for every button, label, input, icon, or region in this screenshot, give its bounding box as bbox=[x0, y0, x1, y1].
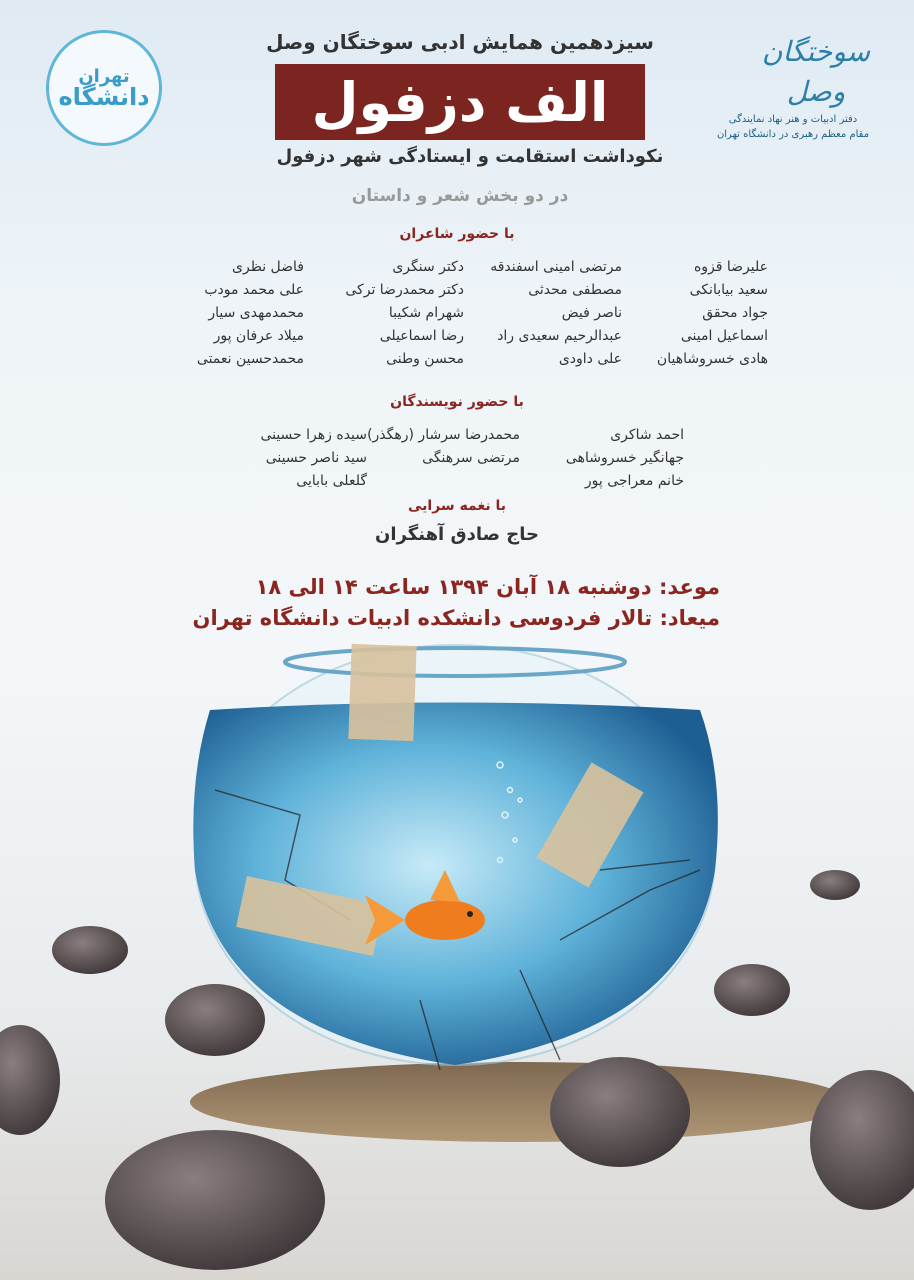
poet-name: عبدالرحیم سعیدی راد bbox=[497, 328, 622, 344]
festival-logo bbox=[756, 32, 876, 108]
writer-name: گلعلی بابایی bbox=[296, 473, 367, 489]
rock bbox=[550, 1057, 690, 1167]
writer-name: محمدرضا سرشار (رهگذر) bbox=[367, 427, 520, 443]
music-heading: با نغمه سرایی bbox=[408, 498, 506, 514]
rock bbox=[810, 870, 860, 900]
banner-title: الف دزفول bbox=[275, 64, 645, 140]
rock bbox=[714, 964, 790, 1016]
event-subtitle: نکوداشت استقامت و ایستادگی شهر دزفول bbox=[276, 146, 664, 167]
writer-name: جهانگیر خسروشاهی bbox=[565, 450, 684, 466]
poet-name: هادی خسروشاهیان bbox=[656, 351, 768, 367]
poets-column-4 bbox=[164, 256, 304, 371]
poets-heading: با حضور شاعران bbox=[399, 226, 515, 242]
event-supertitle: سیزدهمین همایش ادبی سوختگان وصل bbox=[266, 30, 654, 54]
event-time: موعد: دوشنبه ۱۸ آبان ۱۳۹۴ ساعت ۱۴ الی ۱۸ bbox=[255, 575, 720, 599]
poet-name: جواد محقق bbox=[702, 305, 768, 321]
festival-logo-text: سوختگان وصل bbox=[761, 35, 871, 108]
poet-name: محمدحسین نعمتی bbox=[196, 351, 304, 367]
poet-name: علیرضا قزوه bbox=[693, 259, 768, 275]
tape-top bbox=[348, 644, 416, 741]
organization-credit: دفتر ادبیات و هنر نهاد نمایندگی مقام معظم رهبری در دانشگاه تهران bbox=[716, 114, 870, 140]
poet-name: میلاد عرفان پور bbox=[213, 328, 304, 344]
writer-name: احمد شاکری bbox=[610, 427, 684, 443]
writers-column-2 bbox=[340, 424, 520, 470]
poets-column-3 bbox=[324, 256, 464, 371]
writer-name: مرتضی سرهنگی bbox=[422, 450, 520, 466]
poet-name: دکتر محمدرضا ترکی bbox=[345, 282, 464, 298]
rock bbox=[52, 926, 128, 974]
rock bbox=[0, 1025, 60, 1135]
writer-name: خانم معراجی پور bbox=[584, 473, 684, 489]
event-details bbox=[180, 572, 720, 634]
poet-name: مرتضی امینی اسفندقه bbox=[490, 259, 622, 275]
writers-heading: با حضور نویسندگان bbox=[390, 394, 524, 410]
poet-name: رضا اسماعیلی bbox=[379, 328, 464, 344]
rock bbox=[105, 1130, 325, 1270]
writer-name: سید ناصر حسینی bbox=[265, 450, 367, 466]
poet-name: سعید بیابانکی bbox=[689, 282, 768, 298]
poet-name: محمدمهدی سیار bbox=[208, 305, 304, 321]
poet-name: مصطفی محدثی bbox=[528, 282, 622, 298]
event-place: میعاد: تالار فردوسی دانشکده ادبیات دانشگاه تهران bbox=[192, 606, 720, 630]
writer-name: سیده زهرا حسینی bbox=[260, 427, 367, 443]
poets-column-1 bbox=[618, 256, 768, 371]
poet-name: فاضل نظری bbox=[232, 259, 304, 275]
poet-name: محسن وطنی bbox=[386, 351, 464, 367]
soil-mound bbox=[190, 1062, 850, 1142]
poets-column-2 bbox=[462, 256, 622, 371]
writers-column-3 bbox=[217, 424, 367, 493]
sections-line: در دو بخش شعر و داستان bbox=[351, 186, 569, 206]
university-seal-logo: تهران دانشگاه bbox=[46, 30, 162, 146]
writers-column-1 bbox=[534, 424, 684, 493]
rock bbox=[165, 984, 265, 1056]
poet-name: ناصر فیض bbox=[561, 305, 622, 321]
music-performer: حاج صادق آهنگران bbox=[375, 524, 539, 545]
poet-name: علی محمد مودب bbox=[204, 282, 304, 298]
poet-name: دکتر سنگری bbox=[392, 259, 464, 275]
fishbowl-illustration bbox=[0, 640, 914, 1280]
poet-name: شهرام شکیبا bbox=[388, 305, 464, 321]
poet-name: علی داودی bbox=[558, 351, 622, 367]
poet-name: اسماعیل امینی bbox=[680, 328, 768, 344]
